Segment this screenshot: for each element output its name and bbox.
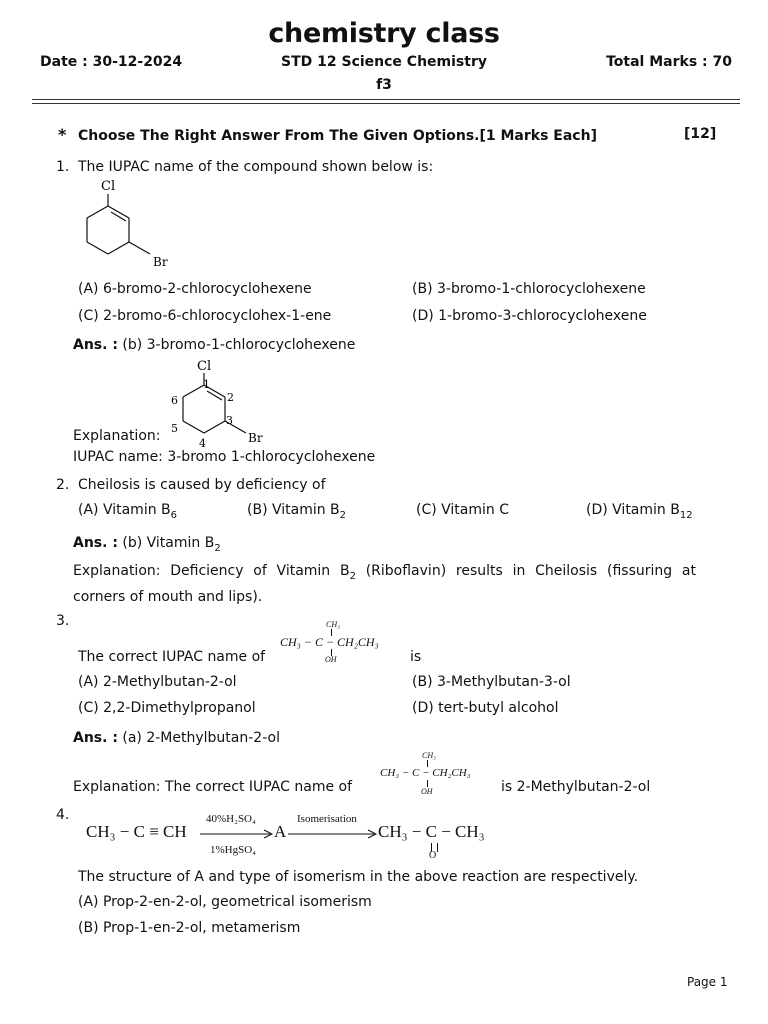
q4-intermediate: A bbox=[274, 822, 287, 841]
q3-option-c: (C) 2,2-Dimethylpropanol bbox=[78, 700, 256, 716]
q1-text: The IUPAC name of the compound shown below is: bbox=[78, 159, 434, 175]
q1-explanation-label: Explanation: bbox=[73, 428, 161, 444]
q2-option-b-sub: 2 bbox=[339, 510, 347, 521]
q3-text-before: The correct IUPAC name of bbox=[78, 649, 266, 665]
q1-option-a: (A) 6-bromo-2-chlorocyclohexene bbox=[78, 281, 312, 297]
header-rule-top bbox=[32, 99, 740, 100]
q4-product-oxygen: O bbox=[429, 850, 437, 861]
section-marks: [12] bbox=[684, 126, 717, 142]
q2-expl-part2: (Riboflavin) results in Cheilosis (fissuring at corners of mouth and lips). bbox=[73, 563, 696, 605]
exam-subject: STD 12 Science Chemistry bbox=[281, 54, 487, 70]
q1-option-b: (B) 3-bromo-1-chlorocyclohexene bbox=[412, 281, 646, 297]
q3-expl-bond-bottom bbox=[427, 780, 428, 787]
q3-expl-formula-bottom: OH bbox=[421, 787, 433, 796]
q4-reagent-below: 1%HgSO₄ bbox=[210, 844, 257, 856]
q2-option-d-text: (D) Vitamin B bbox=[586, 502, 680, 518]
q4-isomerisation-label: Isomerisation bbox=[297, 813, 357, 825]
q3-formula-main: CH₃ − C − CH₂CH₃ bbox=[280, 635, 379, 649]
q2-option-a-text: (A) Vitamin B bbox=[78, 502, 171, 518]
q1-iupac-line: IUPAC name: 3-bromo 1-chlorocyclohexene bbox=[73, 449, 376, 465]
q4-arrow-2 bbox=[288, 829, 380, 839]
q2-option-b-text: (B) Vitamin B bbox=[247, 502, 340, 518]
q2-expl-sub: 2 bbox=[349, 571, 356, 582]
q3-option-d: (D) tert-butyl alcohol bbox=[412, 700, 559, 716]
q3-formula-bottom: OH bbox=[325, 655, 337, 664]
q4-text: The structure of A and type of isomerism in the above reaction are respectively. bbox=[78, 869, 639, 885]
q3-expl-formula-top: CH₃ bbox=[422, 751, 436, 760]
q4-number: 4. bbox=[56, 807, 70, 823]
q1-structure bbox=[70, 176, 180, 274]
q1-br-label: Br bbox=[153, 255, 168, 269]
q3-expl-formula-main: CH₃ − C − CH₂CH₃ bbox=[380, 767, 471, 779]
paper-code: f3 bbox=[376, 77, 392, 93]
q4-arrow-1 bbox=[200, 829, 276, 839]
q4-reactant: CH₃ − C ≡ CH bbox=[86, 822, 187, 841]
q1b-br-label: Br bbox=[248, 431, 263, 445]
q3-text-after: is bbox=[410, 649, 422, 665]
page-title: chemistry class bbox=[268, 18, 500, 49]
exam-date: Date : 30-12-2024 bbox=[40, 54, 183, 70]
q3-formula-top: CH₃ bbox=[326, 620, 340, 629]
q1-answer: (b) 3-bromo-1-chlorocyclohexene bbox=[122, 337, 356, 353]
q2-option-d bbox=[586, 501, 693, 519]
q2-option-b bbox=[247, 501, 346, 519]
q3-expl-bond-top bbox=[427, 760, 428, 767]
atom-number-1: 1 bbox=[203, 378, 210, 391]
q2-option-a-sub: 6 bbox=[170, 510, 178, 521]
q1b-cl-label: Cl bbox=[197, 359, 212, 374]
q2-answer: (b) Vitamin B bbox=[122, 535, 215, 551]
atom-number-6: 6 bbox=[171, 394, 178, 407]
q1-answer-line bbox=[73, 336, 355, 354]
atom-number-3: 3 bbox=[226, 414, 233, 427]
page-number: Page 1 bbox=[687, 975, 728, 989]
q4-option-a: (A) Prop-2-en-2-ol, geometrical isomerism bbox=[78, 894, 372, 910]
section-instruction: Choose The Right Answer From The Given Options.[1 Marks Each] bbox=[78, 128, 597, 144]
q3-number: 3. bbox=[56, 613, 70, 629]
q4-product: CH₃ − C − CH₃ bbox=[378, 822, 485, 841]
q3-explanation-before: Explanation: The correct IUPAC name of bbox=[73, 779, 353, 795]
q2-expl-part1: Explanation: Deficiency of Vitamin B bbox=[73, 563, 350, 579]
q2-number: 2. bbox=[56, 477, 70, 493]
q3-option-a: (A) 2-Methylbutan-2-ol bbox=[78, 674, 237, 690]
atom-number-4: 4 bbox=[199, 437, 206, 449]
header-rule-bottom bbox=[32, 103, 740, 104]
q2-option-a bbox=[78, 501, 177, 519]
q2-ans-label: Ans. : bbox=[73, 535, 118, 551]
q2-answer-sub: 2 bbox=[214, 543, 221, 554]
q2-text: Cheilosis is caused by deficiency of bbox=[78, 477, 326, 493]
total-marks: Total Marks : 70 bbox=[606, 54, 732, 70]
q2-explanation bbox=[73, 558, 696, 610]
q4-reaction bbox=[86, 810, 506, 866]
q1-numbered-structure bbox=[160, 357, 270, 449]
q1-cl-label: Cl bbox=[101, 179, 116, 194]
q4-reagent-above: 40%H₂SO₄ bbox=[206, 813, 256, 825]
q3-answer-line bbox=[73, 729, 280, 747]
q1-option-c: (C) 2-bromo-6-chlorocyclohex-1-ene bbox=[78, 308, 332, 324]
q4-option-b: (B) Prop-1-en-2-ol, metamerism bbox=[78, 920, 301, 936]
section-bullet: * bbox=[58, 125, 67, 144]
q2-answer-line bbox=[73, 534, 221, 552]
q2-option-c: (C) Vitamin C bbox=[416, 502, 510, 518]
q3-ans-label: Ans. : bbox=[73, 730, 118, 746]
q3-expl-formula bbox=[380, 751, 502, 797]
q1-number: 1. bbox=[56, 159, 70, 175]
q3-option-b: (B) 3-Methylbutan-3-ol bbox=[412, 674, 571, 690]
q3-answer: (a) 2-Methylbutan-2-ol bbox=[122, 730, 280, 746]
q3-formula bbox=[280, 620, 410, 666]
q1-option-d: (D) 1-bromo-3-chlorocyclohexene bbox=[412, 308, 647, 324]
q1-ans-label: Ans. : bbox=[73, 337, 118, 353]
q3-explanation-after: is 2-Methylbutan-2-ol bbox=[501, 779, 651, 795]
q2-option-d-sub: 12 bbox=[679, 510, 693, 521]
atom-number-5: 5 bbox=[171, 422, 178, 435]
atom-number-2: 2 bbox=[227, 391, 234, 404]
